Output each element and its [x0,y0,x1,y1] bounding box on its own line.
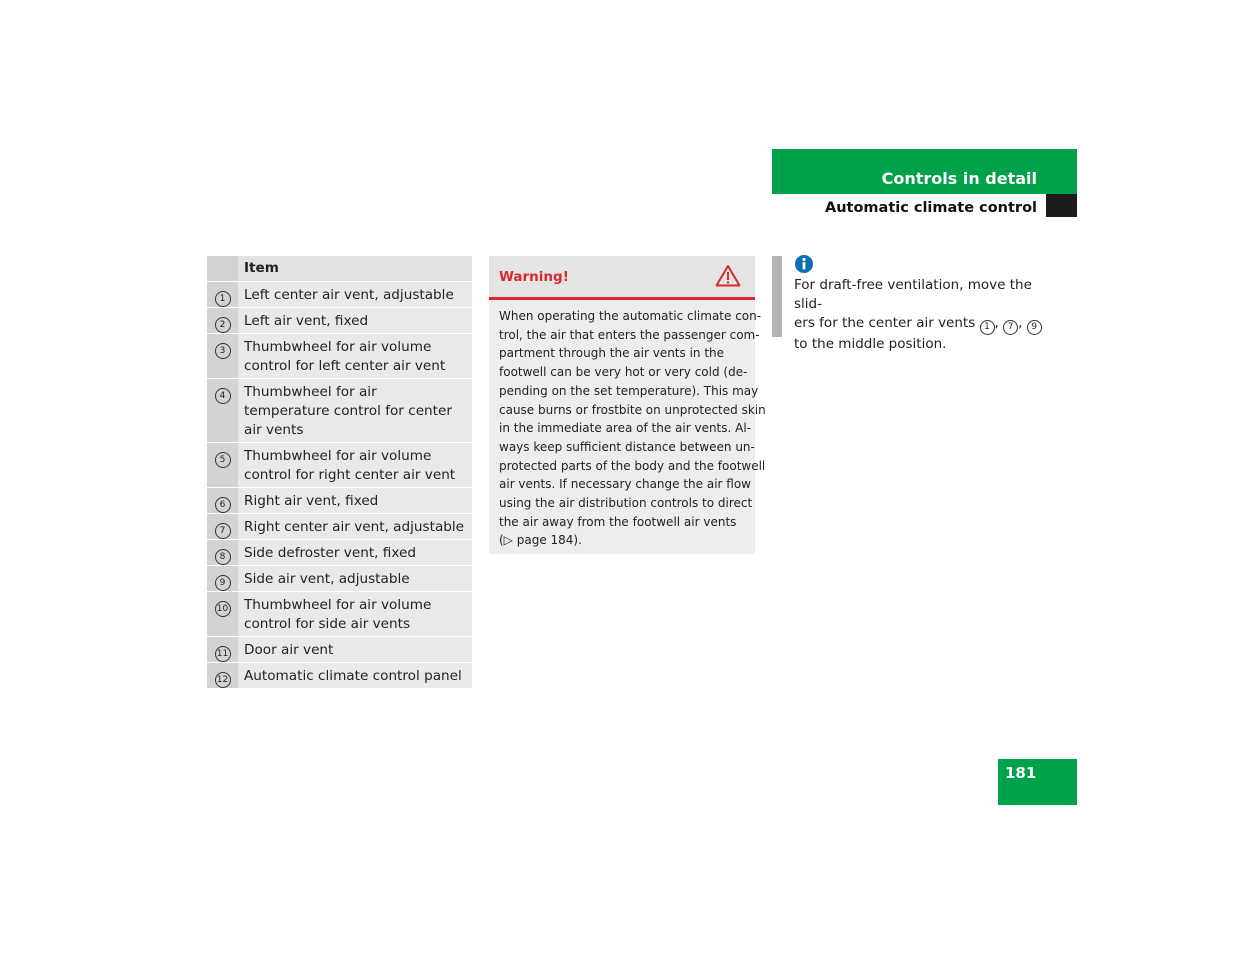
row-text: Thumbwheel for air volume control for left center air vent [238,333,472,378]
warning-line: using the air distribution controls to direct [499,496,753,511]
table-row [207,307,472,333]
section-title: Controls in detail [881,169,1037,188]
warning-line: in the immediate area of the air vents. Al- [499,421,752,436]
warning-box [489,256,766,554]
row-number-cell [207,281,238,307]
warning-line: the air away from the footwell air vents [499,514,737,529]
table-body [207,281,472,688]
table-row [207,636,472,662]
row-number-cell [207,539,238,565]
table-header-item: Item [238,256,472,281]
row-number-cell [207,333,238,378]
row-text: Door air vent [238,636,472,662]
table-row [207,539,472,565]
row-number-cell [207,378,238,442]
row-number: 7 [215,523,231,539]
page-number: 181 [1005,764,1037,782]
header-marker-block [1046,194,1077,217]
row-text: Right air vent, fixed [238,487,472,513]
row-number: 11 [215,646,231,662]
warning-line: protected parts of the body and the footwell [499,458,766,473]
warning-header [489,256,755,300]
subsection-title: Automatic climate control [824,200,1037,216]
row-number-cell [207,662,238,688]
warning-line: pending on the set temperature). This may [499,383,759,398]
info-ref-9: 9 [1027,320,1042,335]
row-number: 3 [215,343,231,359]
row-number-cell [207,442,238,487]
item-table [207,256,472,688]
row-text: Side air vent, adjustable [238,565,472,591]
warning-line: ways keep sufficient distance between un- [499,439,755,454]
info-ref-1: 1 [980,320,995,335]
warning-text [489,300,766,557]
info-side-bar [772,256,782,337]
row-number: 10 [215,601,231,617]
row-text: Thumbwheel for air volume control for right center air vent [238,442,472,487]
warning-line: trol, the air that enters the passenger com- [499,327,760,342]
table-header-row [207,256,472,281]
row-number-cell [207,307,238,333]
row-number: 12 [215,672,231,688]
row-text: Automatic climate control panel [238,662,472,688]
row-text: Left air vent, fixed [238,307,472,333]
warning-line: footwell can be very hot or very cold (de- [499,365,748,380]
info-text [794,276,1044,354]
section-header-band [772,149,1077,194]
row-number: 8 [215,549,231,565]
row-number-cell [207,487,238,513]
table-row [207,487,472,513]
row-number-cell [207,565,238,591]
warning-line: When operating the automatic climate con- [499,309,762,323]
row-text: Right center air vent, adjustable [238,513,472,539]
row-text: Thumbwheel for air volume control for side air vents [238,591,472,636]
row-number-cell [207,591,238,636]
row-number: 5 [215,452,231,468]
info-line-2-prefix: ers for the center air vents [794,315,976,331]
table-row [207,565,472,591]
row-number: 9 [215,575,231,591]
row-number: 6 [215,497,231,513]
info-line-3: to the middle position. [794,336,947,352]
row-text: Thumbwheel for air temperature control for center air vents [238,378,472,442]
table-row [207,591,472,636]
row-number: 2 [215,317,231,333]
table-row [207,442,472,487]
table-row [207,333,472,378]
warning-triangle-icon [715,264,741,287]
page-number-box [998,759,1077,805]
row-number-cell [207,513,238,539]
row-text: Side defroster vent, fixed [238,539,472,565]
warning-line: (▷ page 184). [499,533,582,548]
info-line-2: ers for the center air vents 1 , 7 , 9 [794,314,1044,335]
info-line-1: For draft-free ventilation, move the slid- [794,277,1032,312]
table-row [207,281,472,307]
info-ref-7: 7 [1003,320,1018,335]
table-row [207,378,472,442]
warning-line: partment through the air vents in the [499,346,725,361]
info-icon [794,254,814,274]
table-header-num [207,256,238,281]
warning-line: cause burns or frostbite on unprotected skin [499,402,766,417]
row-number: 1 [215,291,231,307]
table-row [207,513,472,539]
row-number: 4 [215,388,231,404]
row-text: Left center air vent, adjustable [238,281,472,307]
warning-line: air vents. If necessary change the air flow [499,477,751,492]
warning-label: Warning! [499,269,569,285]
table-row [207,662,472,688]
row-number-cell [207,636,238,662]
